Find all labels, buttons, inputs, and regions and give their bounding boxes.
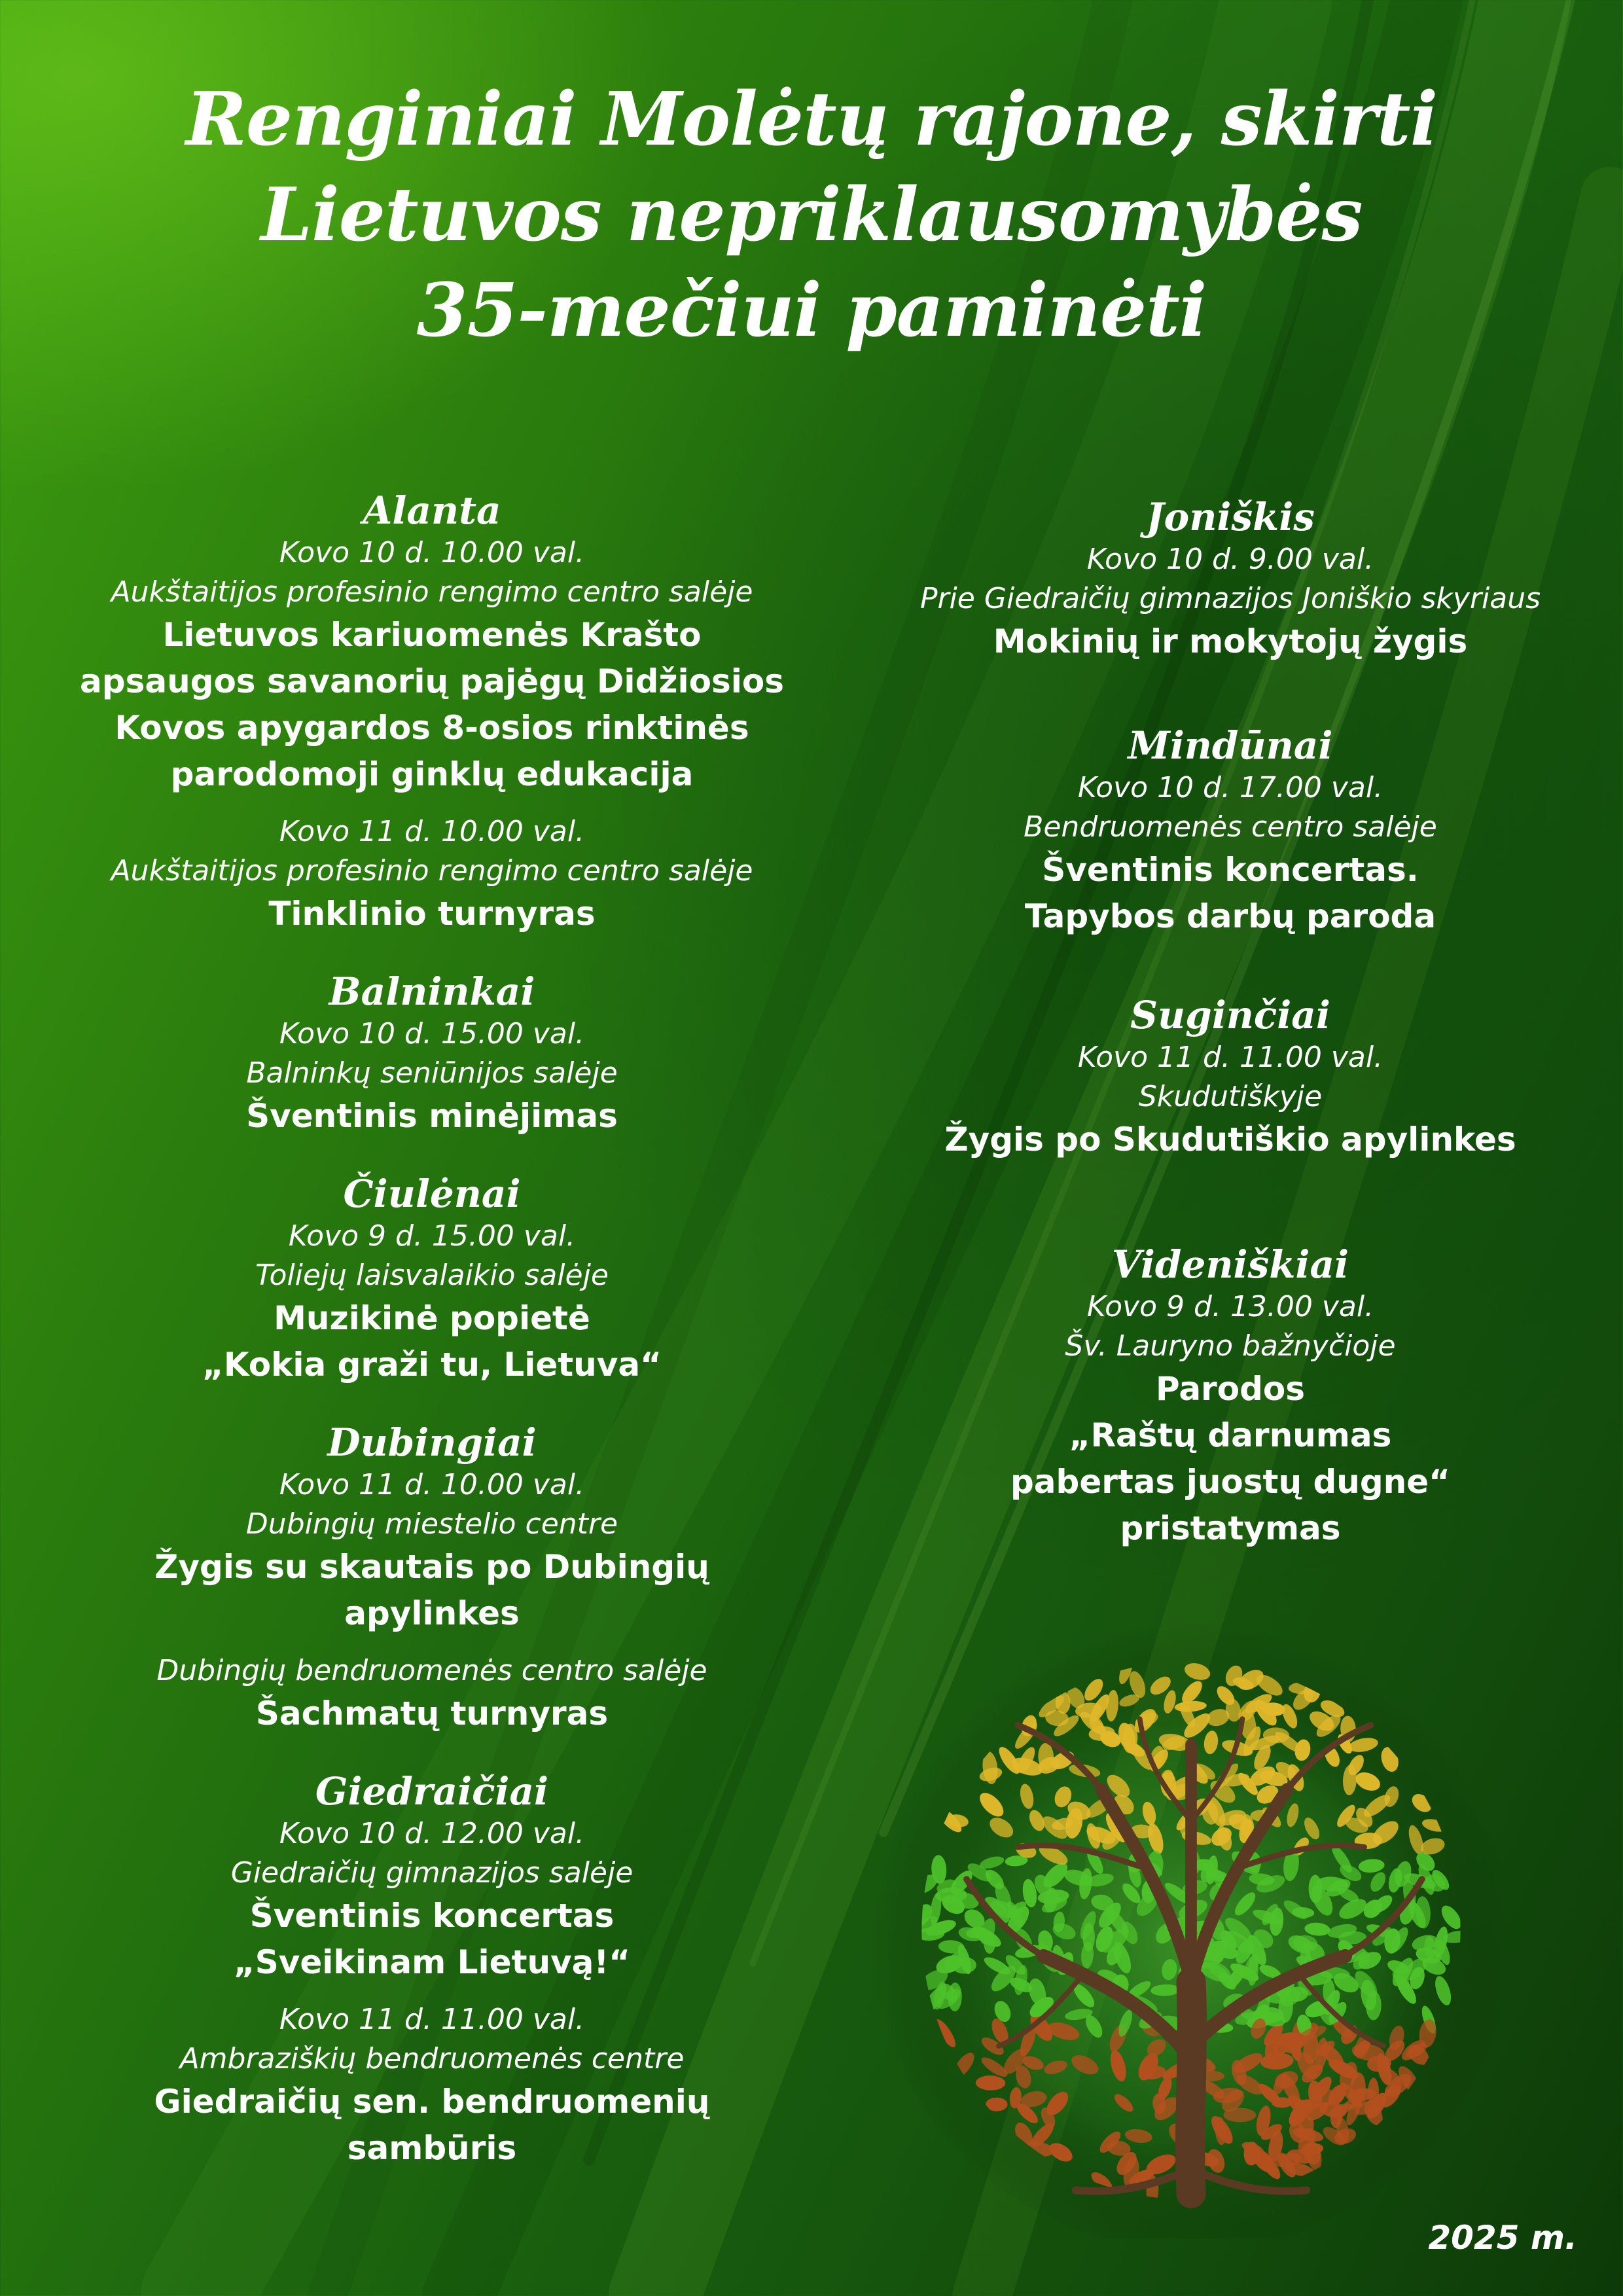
event-title-line: Žygis su skautais po Dubingių — [154, 1548, 709, 1586]
event-title-line: Šventinis minėjimas — [246, 1097, 618, 1135]
title-line-2: Lietuvos nepriklausomybės — [260, 172, 1363, 258]
place-name: Čiulėnai — [343, 1172, 521, 1216]
event-title — [821, 847, 1623, 940]
place-name: Suginčiai — [1130, 993, 1330, 1037]
event-title-line: Parodos — [1156, 1370, 1305, 1408]
event-title-line: Mokinių ir mokytojų žygis — [993, 622, 1468, 660]
event-date: Kovo 10 d. 9.00 val. — [1086, 543, 1374, 576]
event-location: Dubingių miestelio centre — [245, 1507, 618, 1541]
event-location: Aukštaitijos profesinio rengimo centro salėje — [111, 575, 753, 609]
event-item — [821, 540, 1623, 665]
place-name: Balninkai — [329, 969, 535, 1014]
event-title — [39, 612, 825, 798]
event-title-line: pabertas juostų dugne“ — [1010, 1463, 1450, 1501]
event-item — [821, 768, 1623, 940]
event-title-line: Tapybos darbų paroda — [1024, 897, 1436, 935]
event-title — [821, 1366, 1623, 1552]
event-date: Kovo 11 d. 11.00 val. — [279, 2003, 585, 2036]
section-mindunai — [821, 723, 1623, 940]
event-date: Kovo 11 d. 10.00 val. — [279, 815, 585, 848]
section-sugynciai — [821, 992, 1623, 1163]
event-location: Toliejų laisvalaikio salėje — [255, 1259, 609, 1292]
tree-leaf — [1368, 2078, 1379, 2106]
event-title-line: Giedraičių sen. bendruomenių — [154, 2083, 710, 2121]
place-name: Giedraičiai — [315, 1769, 549, 1814]
place-name: Alanta — [363, 488, 501, 533]
event-title — [39, 1093, 825, 1139]
event-title-line: pristatymas — [1120, 1509, 1341, 1547]
event-title-line: Tinklinio turnyras — [268, 895, 596, 933]
event-title-line: Lietuvos kariuomenės Krašto — [162, 616, 702, 654]
event-title — [821, 1117, 1623, 1163]
section-alanta — [39, 488, 825, 937]
title-line-1: Renginiai Molėtų rajone, skirti — [185, 77, 1438, 162]
event-title — [39, 1544, 825, 1637]
section-giedraiciai — [39, 1768, 825, 2172]
place-name: Mindūnai — [1128, 723, 1333, 768]
event-item — [39, 2000, 825, 2172]
event-title-line: „Raštų darnumas — [1069, 1416, 1392, 1454]
event-location: Giedraičių gimnazijos salėje — [230, 1856, 633, 1890]
event-title-line: apsaugos savanorių pajėgų Didžiosios — [80, 662, 784, 700]
event-item — [39, 1217, 825, 1388]
section-joniskis — [821, 494, 1623, 665]
event-title — [39, 1893, 825, 1986]
event-item — [39, 533, 825, 798]
event-title-line: Šventinis koncertas — [249, 1897, 615, 1935]
section-balninkai — [39, 969, 825, 1139]
event-title — [821, 619, 1623, 665]
title-line-3: 35-mečiui paminėti — [416, 268, 1207, 353]
place-name: Joniškis — [1146, 495, 1315, 539]
event-item — [39, 1814, 825, 1986]
event-date: Kovo 9 d. 15.00 val. — [288, 1219, 576, 1253]
left-event-column — [39, 488, 825, 2203]
event-item — [39, 1651, 825, 1737]
event-title-line: Žygis po Skudutiškio apylinkes — [944, 1121, 1516, 1158]
event-title — [39, 891, 825, 937]
event-location: Šv. Lauryno bažnyčioje — [1065, 1329, 1396, 1363]
event-date: Kovo 10 d. 15.00 val. — [279, 1017, 585, 1050]
event-location: Bendruomenės centro salėje — [1024, 810, 1437, 844]
event-date: Kovo 11 d. 11.00 val. — [1077, 1041, 1383, 1074]
page-title — [92, 72, 1531, 359]
event-title-line: „Sveikinam Lietuvą!“ — [233, 1943, 631, 1981]
event-date: Kovo 11 d. 10.00 val. — [279, 1468, 585, 1501]
event-item — [39, 812, 825, 937]
section-ciulenai — [39, 1171, 825, 1388]
event-location: Prie Giedraičių gimnazijos Joniškio skyriaus — [919, 582, 1541, 615]
right-event-column — [821, 494, 1623, 1630]
event-title — [39, 1295, 825, 1388]
event-date: Kovo 9 d. 13.00 val. — [1086, 1290, 1374, 1323]
event-title-line: parodomoji ginklų edukacija — [170, 755, 694, 793]
event-date: Kovo 10 d. 17.00 val. — [1077, 771, 1383, 804]
event-location: Ambraziškių bendruomenės centre — [179, 2042, 685, 2075]
section-dubingiai — [39, 1420, 825, 1737]
event-title-line: Šachmatų turnyras — [255, 1695, 609, 1732]
event-date: Kovo 10 d. 12.00 val. — [279, 1817, 585, 1850]
section-videniskiai — [821, 1242, 1623, 1552]
event-title-line: Kovos apygardos 8-osios rinktinės — [115, 709, 749, 747]
event-item — [39, 1465, 825, 1637]
year-label: 2025 m. — [1428, 2219, 1577, 2257]
event-item — [821, 1038, 1623, 1163]
event-date: Kovo 10 d. 10.00 val. — [279, 536, 585, 569]
place-name: Videniškiai — [1111, 1242, 1349, 1287]
event-location: Skudutiškyje — [1138, 1080, 1323, 1113]
event-location: Balninkų seniūnijos salėje — [246, 1056, 618, 1090]
event-item — [39, 1014, 825, 1139]
tree-of-life-icon — [870, 1597, 1512, 2238]
event-title-line: Šventinis koncertas. — [1042, 851, 1419, 889]
event-title-line: Muzikinė popietė — [274, 1299, 590, 1337]
event-title-line: apylinkes — [344, 1594, 520, 1632]
event-title — [39, 1691, 825, 1737]
event-title-line: sambūris — [347, 2129, 517, 2167]
event-title-line: „Kokia graži tu, Lietuva“ — [202, 1346, 662, 1384]
event-item — [821, 1287, 1623, 1552]
event-title — [39, 2079, 825, 2172]
event-location: Dubingių bendruomenės centro salėje — [156, 1654, 707, 1687]
place-name: Dubingiai — [327, 1420, 537, 1465]
event-location: Aukštaitijos profesinio rengimo centro salėje — [111, 854, 753, 888]
